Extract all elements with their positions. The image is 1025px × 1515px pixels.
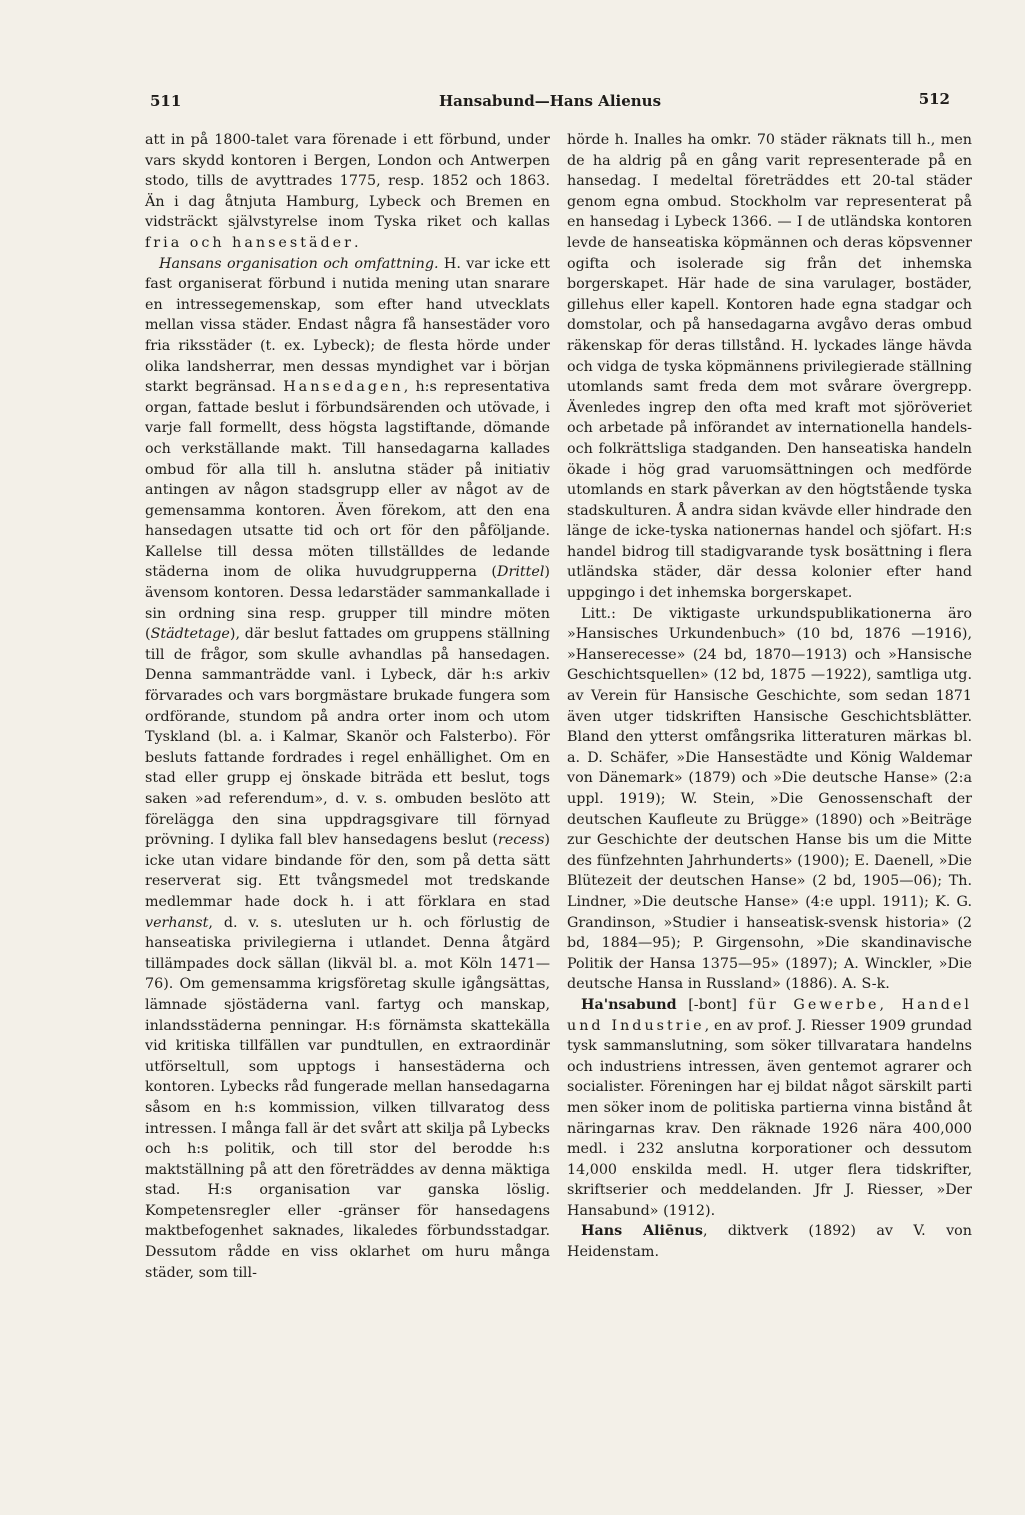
paragraph-text: , h:s representativa organ, fattade beslut i förbundsärenden och utövade, i varje fall formellt, dess högsta lagstiftande, dömande och verkställande makt. Till hansedagarna kallades ombud för alla till h. anslutna städer på initiativ antingen av någon stadsgrupp eller av något av de gemensamma kontoren. Även förekom, att den ena hansedagen utsatte tid och ort för den påföljande. Kallelse till dessa möten tillställdes de ledande städerna inom de olika huvudgrupperna ( (145, 379, 551, 581)
paragraph-text: ) icke utan vidare bindande för den, som på detta sätt reserverat sig. Ett tvångsmedel mot tredskande medlemmar hade dock h. i att förklara en stad (145, 832, 550, 910)
italic-term: verhanst (145, 914, 209, 931)
entry-headword: Hans Aliēnus (581, 1223, 703, 1240)
paragraph-text: , en av prof. J. Riesser 1909 grundad tysk sammanslutning, som söker tillvaratага handelns och industriens intressen, även gentemot agrarer och socialister. Föreningen har ej bildat något särskilt parti men söker inom de politiska partierna vinna bistånd åt näringarnas krav. Den räknade 1926 nära 400,000 medl. i 232 anslutna korporationer och dessutom 14,000 enskilda medl. H. utger flera tidskrifter, skriftserier och meddelanden. Jfr J. Riesser, »Der Hansabund» (1912). (567, 1017, 972, 1219)
header-title: Hansabund—Hans Alienus (438, 92, 662, 110)
paragraph-text: H. var icke ett fast organiserat förbund i nutida mening utan snarare en intressegemenskap, som efter hand utvecklats mellan vissa städer. Endast några få hansestäder voro fria riksstäder (t. ex. Lybeck); de flesta hörde under olika landsherrar, men dessas myndighet var i början starkt begränsad. (145, 255, 551, 396)
spaced-term: Hansedagen (283, 379, 404, 396)
left-column (145, 130, 550, 1283)
paragraph-text: . (353, 234, 359, 251)
paragraph-text: , diktverk (1892) av V. von Heidenstam. (567, 1223, 972, 1261)
page-number-left: 511 (150, 92, 182, 110)
entry-hans-alienus (567, 1221, 972, 1262)
right-column (567, 130, 972, 1263)
spaced-term: fria och hansestäder (145, 234, 354, 251)
paragraph-text: att in på 1800-talet vara förenade i ett förbund, under vars skydd kontoren i Bergen, London och Antwerpen stodo, tills de avyttrades 1775, resp. 1852 och 1863. Än i dag åtnjuta Hamburg, Lybeck och Bremen en vidsträckt självstyrelse inom Tyska riket och kallas (145, 132, 550, 231)
section-heading: Hansans organisation och omfattning. (159, 255, 439, 272)
running-header (150, 92, 950, 116)
italic-term: Städtetage (150, 626, 230, 643)
paragraph-text: , d. v. s. utesluten ur h. och förlustig de hanseatiska privilegierna i utlandet. Denna åtgärd tillämpades dock sällan (likväl bl. a. mot Köln 1471—76). Om gemensamma krigsföretag skulle igångsättas, lämnade sjöstäderna vanl. fartyg och manskap, inlandsstäderna penningar. H:s förnämsta skattekälla vid kritiska tillfällen var pundtullen, en extraordinär utförseltull, som upptogs i hansestäderna och kontoren. Lybecks råd fungerade mellan hansedagarna såsom en h:s kommission, vilken tillvaratog dess intressen. I många fall är det svårt att skilja på Lybecks och h:s politik, och till stor del berodde h:s maktställning på att den företräddes av denna mäktiga stad. H:s organisation var ganska löslig. Kompetensregler eller -gränser för hansedagens maktbefogenhet saknades, likaledes förbundsstadgar. Dessutom rådde en viss oklarhet om huru många städer, som till- (145, 914, 550, 1281)
page-number-right: 512 (918, 90, 950, 108)
entry-headword: Ha'nsabund (581, 996, 677, 1013)
spaced-term: für Gewerbe, Handel und Industrie (567, 996, 972, 1034)
literature-paragraph: Litt.: De viktigaste urkundspublikationerna äro »Hansisches Urkundenbuch» (10 bd, 1876 —1916), »Hanserecesse» (24 bd, 1870—1913) och »Hansische Geschichtsquellen» (12 bd, 1875 —1922), samtliga utg. av Verein für Hansische Geschichte, som sedan 1871 även utger tidskriften Hansische Geschichtsblätter. Bland den ytterst omfångsrika litteraturen märkas bl. a. D. Schäfer, »Die Hansestädte und König Waldemar von Dänemark» (1879) och »Die deutsche Hanse» (2:a uppl. 1919); W. Stein, »Die Genossenschaft der deutschen Kaufleute zu Brügge» (1890) och »Beiträge zur Geschichte der deutschen Hanse bis um die Mitte des fünfzehnten Jahrhunderts» (1900); E. Daenell, »Die Blütezeit der deutschen Hanse» (2 bd, 1905—06); Th. Lindner, »Die deutsche Hanse» (4:e uppl. 1911); K. G. Grandinson, »Studier i hanseatisk-svensk historia» (2 bd, 1884—95); P. Girgensohn, »Die skandinavische Politik der Hansa 1375—95» (1897); A. Winckler, »Die deutsche Hansa in Russland» (1886). A. S-k. (567, 605, 972, 993)
italic-term: Drittel (497, 564, 545, 581)
paragraph (145, 130, 550, 254)
paragraph-text: ), där beslut fattades om gruppens ställning till de frågor, som skulle avhandlas på hansedagen. Denna sammanträdde vanl. i Lybeck, där h:s arkiv förvarades och vars borgmästare brukade fungera som ordförande, stundom på andra orter inom och utom Tyskland (bl. a. i Kalmar, Skanör och Falsterbo). För besluts fattande fordrades i regel enhällighet. Om en stad eller grupp ej önskade biträda ett beslut, togs saken »ad referendum», d. v. s. ombuden beslöto att förelägga den sina uppdragsgivare till förnyad prövning. I dylika fall blev hansedagens beslut ( (145, 626, 550, 849)
italic-term: recess (497, 832, 545, 849)
paragraph: hörde h. Inalles ha omkr. 70 städer räknats till h., men de ha aldrig på en gång varit representerade på en hansedag. I medeltal företräddes ett 20-tal städer genom egna ombud. Stockholm var representerat på en hansedag i Lybeck 1366. — I de utländska kontoren levde de hanseatiska köpmännen och deras köpsvenner ogifta och isolerade sig från det inhemska borgerskapet. Här hade de sina varulager, bostäder, gillehus eller kapell. Kontoren hade egna stadgar och domstolar, och på hansedagarna avgåvo deras ombud räkenskap för deras tillstånd. H. lyckades länge hävda och vidga de tyska köpmännens privilegierade ställning utomlands samt freda dem mot svårare övergrepp. Ävenledes ingrep den ofta med kraft mot sjöröveriet och arbetade på införandet av internationella handels- och folkrättsliga stadganden. Den hanseatiska handeln ökade i hög grad varuomsättningen och medförde utomlands en stark påverkan av den högtstående tyska stadskulturen. Å andra sidan kvävde eller hindrade den länge de icke-tyska nationernas handel och sjöfart. H:s handel bidrog till stadigvarande tysk bosättning i flera utländska städer, där dessa kolonier efter hand uppgingo i det inhemska borgerskapet. (567, 132, 972, 602)
paragraph (145, 254, 550, 1284)
entry-hansabund (567, 995, 972, 1222)
paragraph-text: ) ävensom kontoren. Dessa ledarstäder sammankallade i sin ordning sina resp. grupper till mindre möten ( (145, 564, 550, 643)
paragraph-text: [-bont] (676, 996, 749, 1013)
